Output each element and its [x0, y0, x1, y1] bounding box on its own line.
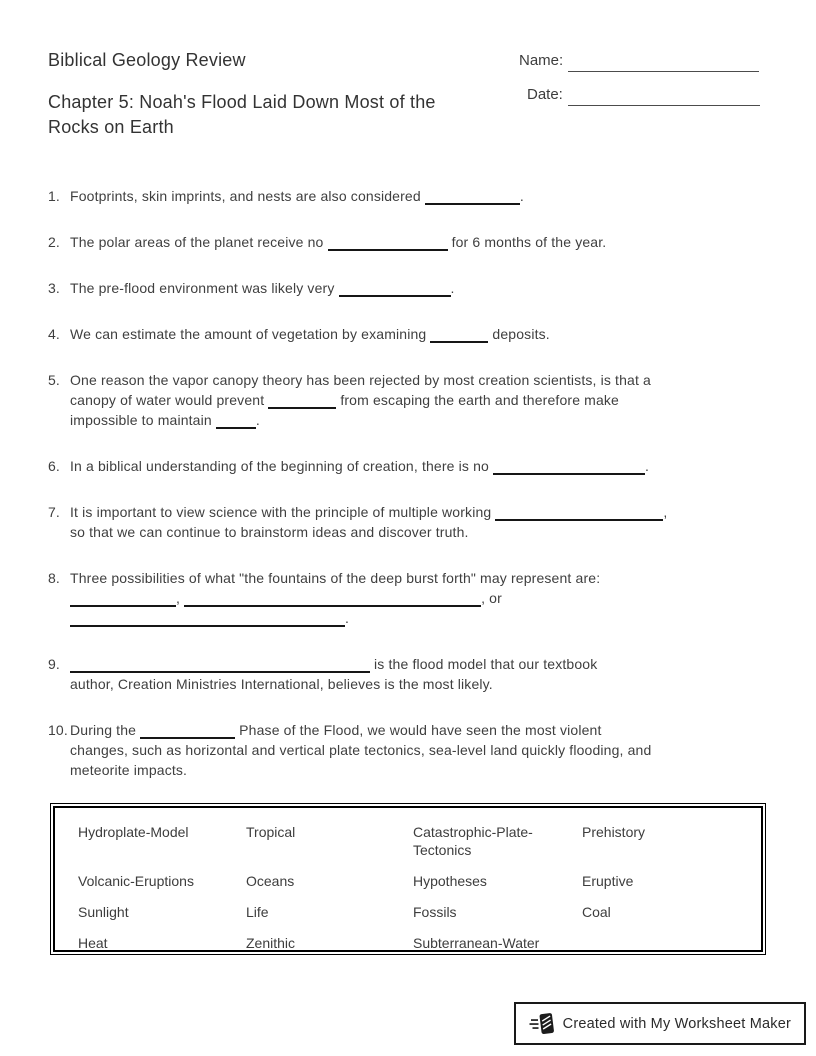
question-item [48, 502, 768, 542]
word-bank-term: Fossils [413, 904, 457, 920]
word-bank-term: Prehistory [582, 824, 646, 840]
question-text: canopy of water would prevent [70, 392, 269, 408]
date-blank-line [568, 86, 760, 106]
word-bank-term: Tropical [246, 824, 296, 840]
question-text: deposits. [488, 326, 550, 342]
question-number: 2. [48, 234, 60, 250]
question-item [48, 654, 768, 694]
question-item [48, 370, 768, 430]
question-number: 3. [48, 280, 60, 296]
question-item [48, 456, 768, 476]
question-text: , [176, 590, 185, 606]
word-bank-term: Hypotheses [413, 873, 487, 889]
question-text: changes, such as horizontal and vertical plate tectonics, sea-level land quickly flooding, and [70, 742, 652, 758]
word-bank-term: Coal [582, 904, 611, 920]
question-text: . [645, 458, 650, 474]
answer-blank [184, 594, 481, 607]
answer-blank [268, 396, 336, 409]
answer-blank [339, 284, 451, 297]
word-bank-term: Zenithic [246, 935, 296, 951]
answer-blank [495, 508, 663, 521]
word-bank-term: Oceans [246, 873, 295, 889]
question-text: The polar areas of the planet receive no [70, 234, 328, 250]
word-bank-term: Catastrophic-Plate-Tectonics [413, 824, 533, 858]
answer-blank [430, 330, 488, 343]
question-body [70, 370, 768, 430]
question-text: author, Creation Ministries International, believes is the most likely. [70, 676, 493, 692]
question-item [48, 720, 768, 780]
question-item [48, 278, 768, 298]
answer-blank [425, 192, 520, 205]
name-field [519, 52, 759, 72]
question-text: We can estimate the amount of vegetation by examining [70, 326, 431, 342]
question-text: The pre-flood environment was likely very [70, 280, 339, 296]
worksheet-maker-label: Created with My Worksheet Maker [562, 1015, 791, 1032]
question-body [70, 186, 768, 206]
word-bank-empty-cell [582, 934, 751, 952]
answer-blank [493, 462, 645, 475]
question-text: for 6 months of the year. [447, 234, 607, 250]
word-bank-box [50, 803, 766, 955]
date-label: Date: [527, 86, 563, 103]
date-field [527, 86, 760, 106]
question-text: . [519, 188, 524, 204]
question-item [48, 568, 768, 628]
question-text: is the flood model that our textbook [370, 656, 598, 672]
question-body [70, 456, 768, 476]
question-text: , or [481, 590, 502, 606]
question-body [70, 502, 768, 542]
question-text: . [345, 610, 350, 626]
word-bank-term: Volcanic-Eruptions [78, 873, 194, 889]
question-item [48, 186, 768, 206]
name-blank-line [568, 52, 759, 72]
word-bank-term: Sunlight [78, 904, 129, 920]
word-bank-term: Subterranean-Water [413, 935, 540, 951]
question-body [70, 278, 768, 298]
question-item [48, 232, 768, 252]
question-number: 4. [48, 326, 60, 342]
answer-blank [70, 660, 370, 673]
answer-blank [70, 614, 345, 627]
question-body [70, 654, 768, 694]
question-text: impossible to maintain [70, 412, 216, 428]
name-label: Name: [519, 52, 564, 69]
question-text: from escaping the earth and therefore make [336, 392, 619, 408]
question-text: so that we can continue to brainstorm ideas and discover truth. [70, 524, 469, 540]
question-text: During the [70, 722, 141, 738]
question-number: 10. [48, 722, 68, 738]
word-bank-term: Hydroplate-Model [78, 824, 189, 840]
worksheet-maker-icon [529, 1010, 556, 1037]
word-bank-grid [55, 808, 761, 962]
question-text: Phase of the Flood, we would have seen the most violent [235, 722, 602, 738]
question-body [70, 720, 768, 780]
word-bank-inner-border [53, 806, 763, 952]
question-body [70, 232, 768, 252]
question-text: , [663, 504, 668, 520]
question-number: 5. [48, 372, 60, 388]
word-bank-term: Life [246, 904, 269, 920]
word-bank-term: Heat [78, 935, 108, 951]
question-body [70, 324, 768, 344]
answer-blank [140, 726, 235, 739]
page-title: Biblical Geology Review [48, 50, 246, 70]
word-bank-term: Eruptive [582, 873, 634, 889]
question-number: 1. [48, 188, 60, 204]
question-number: 9. [48, 656, 60, 672]
question-text: One reason the vapor canopy theory has been rejected by most creation scientists, is that a [70, 372, 651, 388]
chapter-title: Chapter 5: Noah's Flood Laid Down Most of the Rocks on Earth [48, 92, 436, 137]
question-body [70, 568, 768, 628]
question-text: . [255, 412, 260, 428]
question-number: 8. [48, 570, 60, 586]
question-text: Footprints, skin imprints, and nests are also considered [70, 188, 425, 204]
question-item [48, 324, 768, 344]
answer-blank [70, 594, 176, 607]
answer-blank [216, 416, 256, 429]
worksheet-maker-badge[interactable] [514, 1002, 806, 1045]
question-text: Three possibilities of what "the fountains of the deep burst forth" may represent are: [70, 570, 601, 586]
answer-blank [328, 238, 448, 251]
question-number: 7. [48, 504, 60, 520]
question-number: 6. [48, 458, 60, 474]
questions-list [48, 186, 768, 806]
question-text: . [450, 280, 455, 296]
question-text: meteorite impacts. [70, 762, 188, 778]
question-text: In a biblical understanding of the beginning of creation, there is no [70, 458, 494, 474]
question-text: It is important to view science with the principle of multiple working [70, 504, 496, 520]
